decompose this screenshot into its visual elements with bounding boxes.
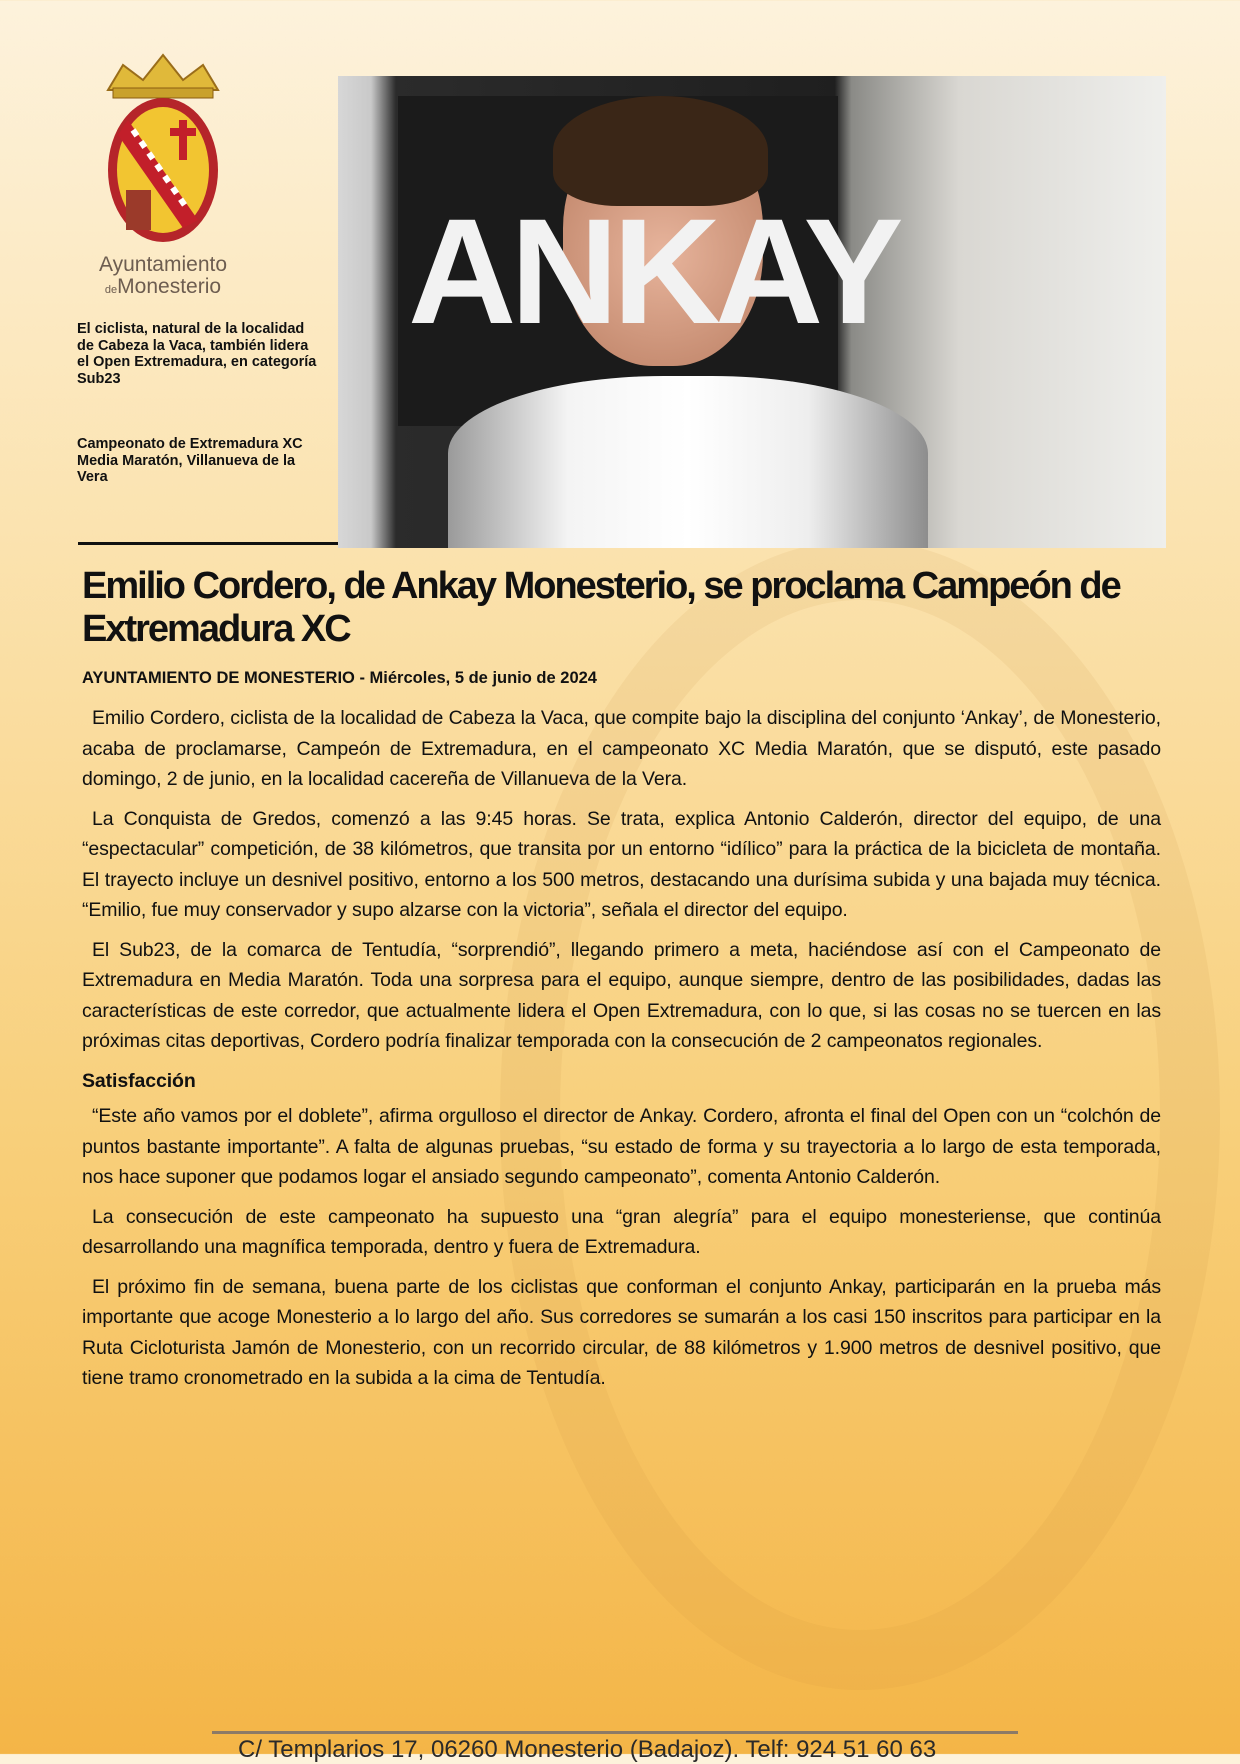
- photo-caption-2: Campeonato de Extremadura XC Media Maratón, Villanueva de la Vera: [77, 436, 303, 485]
- byline: AYUNTAMIENTO DE MONESTERIO - Miércoles, 5 de junio de 2024: [82, 669, 597, 687]
- town-logo: [88, 50, 238, 301]
- paragraph: La Conquista de Gredos, comenzó a las 9:45 horas. Se trata, explica Antonio Calderón, director del equipo, de una “espectacular” competición, de 38 kilómetros, que transita por un entorno “idílico” para la práctica de la bicicleta de montaña. El trayecto incluye un desnivel positivo, entorno a los 500 metros, destacando una durísima subida y una bajada muy técnica. “Emilio, fue muy conservador y supo alzarse con la victoria”, señala el director del equipo.: [82, 807, 1161, 921]
- cyclist-photo: [338, 76, 1166, 548]
- photo-caption-1: El ciclista, natural de la localidad de Cabeza la Vaca, también lidera el Open Extremadura, en categoría Sub23: [77, 321, 317, 387]
- team-banner: ANKAY: [408, 187, 898, 355]
- article-title: Emilio Cordero, de Ankay Monesterio, se proclama Campeón de Extremadura XC: [82, 565, 1120, 650]
- logo-text: Ayuntamiento deMonesterio: [98, 253, 228, 298]
- coat-of-arms-icon: [88, 50, 238, 250]
- subheading: Satisfacción: [82, 1069, 196, 1092]
- paragraph: Emilio Cordero, ciclista de la localidad de Cabeza la Vaca, que compite bajo la disciplina del conjunto ‘Ankay’, de Monesterio, acaba de proclamarse, Campeón de Extremadura, en el campeonato XC Media Maratón, que se disputó, este pasado domingo, 2 de junio, en la localidad cacereña de Villanueva de la Vera.: [82, 707, 1161, 790]
- paragraph: El próximo fin de semana, buena parte de los ciclistas que conforman el conjunto Ankay, participarán en la prueba más importante que acoge Monesterio a lo largo del año. Sus corredores se sumarán a los casi 150 inscritos para participar en la Ruta Cicloturista Jamón de Monesterio, con un recorrido circular, de 88 kilómetros y 1.900 metros de desnivel positivo, que tiene tramo cronometrado en la subida a la cima de Tentudía.: [82, 1275, 1161, 1389]
- footer-divider: [212, 1731, 1018, 1734]
- jersey: [448, 376, 928, 548]
- divider: [78, 542, 340, 545]
- footer-address: C/ Templarios 17, 06260 Monesterio (Badajoz). Telf: 924 51 60 63: [238, 1736, 937, 1763]
- paragraph: La consecución de este campeonato ha supuesto una “gran alegría” para el equipo monesteriense, que continúa desarrollando una magnífica temporada, dentro y fuera de Extremadura.: [82, 1205, 1161, 1258]
- article-body: [82, 703, 1161, 1403]
- paragraph: El Sub23, de la comarca de Tentudía, “sorprendió”, llegando primero a meta, haciéndose así con el Campeonato de Extremadura en Media Maratón. Toda una sorpresa para el equipo, aunque siempre, dentro de las posibilidades, dadas las características de este corredor, que actualmente lidera el Open Extremadura, con lo que, si las cosas no se tuercen en las próximas citas deportivas, Cordero podría finalizar temporada con la consecución de 2 campeonatos regionales.: [82, 938, 1161, 1052]
- paragraph: “Este año vamos por el doblete”, afirma orgulloso el director de Ankay. Cordero, afronta el final del Open con un “colchón de puntos bastante importante”. A falta de algunas pruebas, “su estado de forma y su trayectoria a lo largo de esta temporada, nos hace suponer que podamos logar el ansiado segundo campeonato”, comenta Antonio Calderón.: [82, 1105, 1161, 1188]
